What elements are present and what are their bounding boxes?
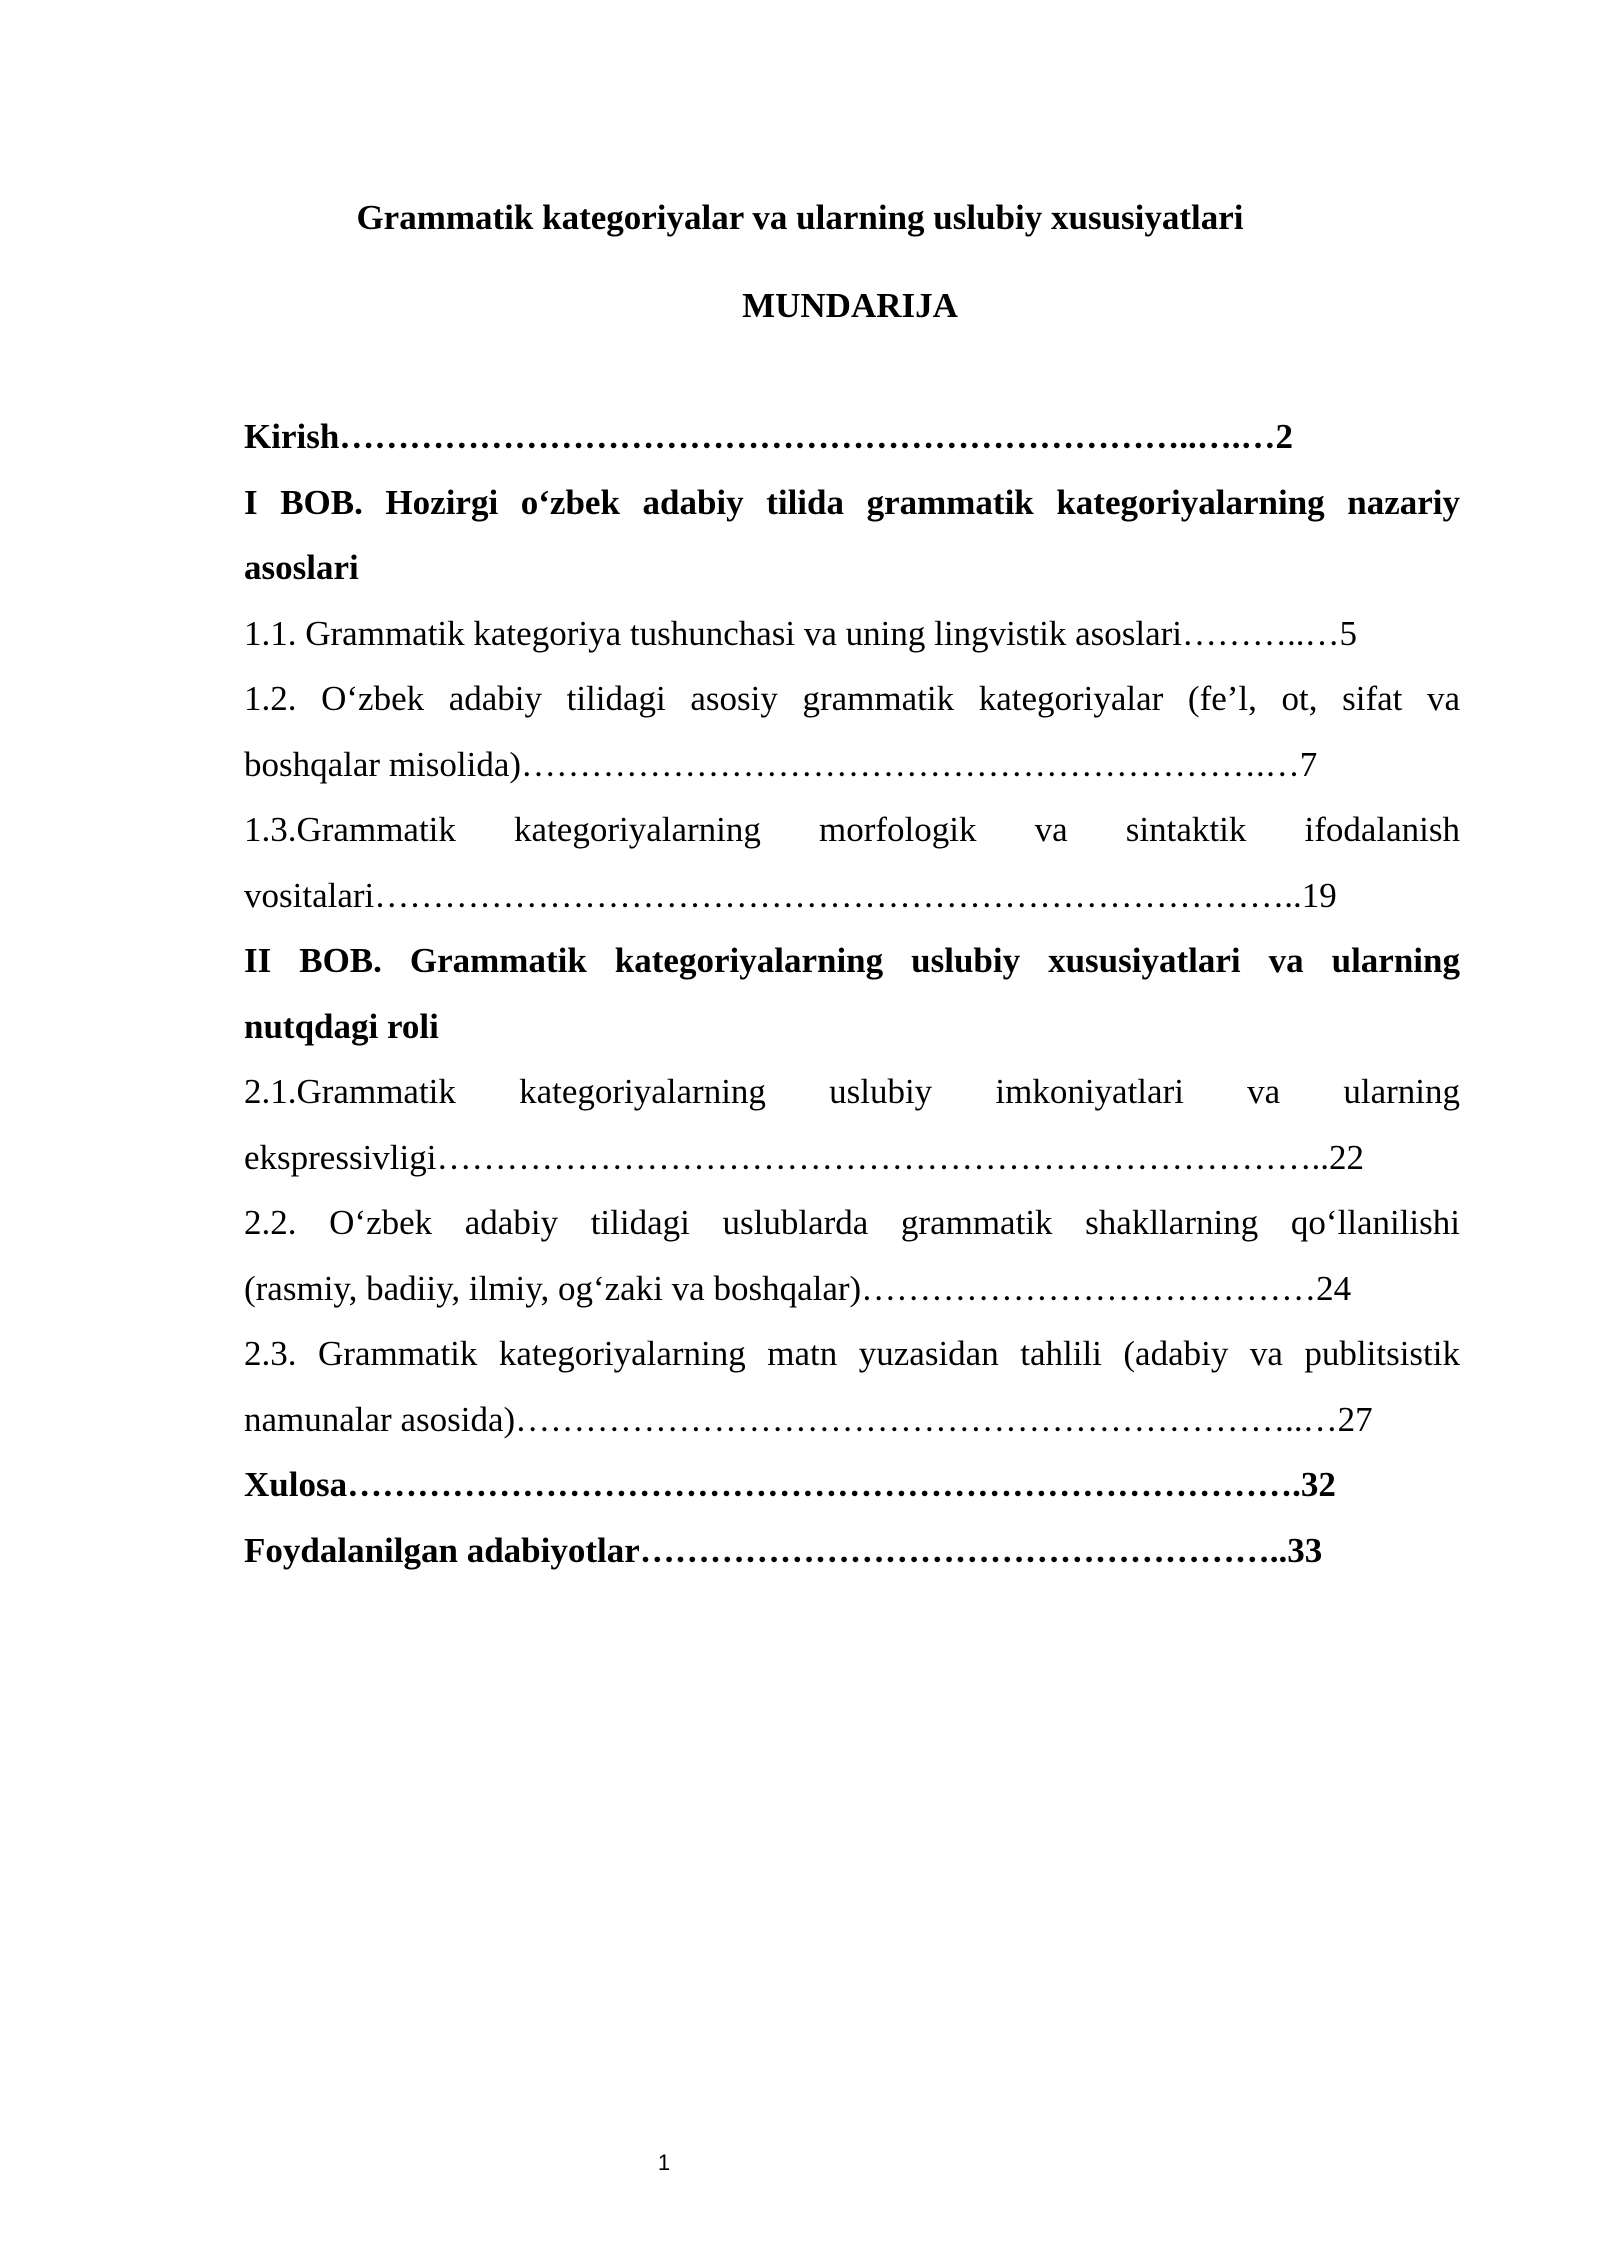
page-number: 1: [657, 2150, 671, 2175]
toc-entry-2-2-line-1: 2.2. O‘zbek adabiy tilidagi uslublarda grammatik shakllarning qo‘llanilishi: [244, 1203, 1460, 1242]
toc-entry-chapter-1-line-2: asoslari: [244, 548, 359, 587]
toc-entry-2-1-line-1: 2.1.Grammatik kategoriyalarning uslubiy imkoniyatlari va ularning: [244, 1072, 1460, 1111]
toc-entry-adabiyotlar: Foydalanilgan adabiyotlar………………………………………………..33: [244, 1530, 1323, 1570]
toc-entry-1-3-line-1: 1.3.Grammatik kategoriyalarning morfologik va sintaktik ifodalanish: [244, 810, 1460, 849]
toc-entry-2-1-line-2: ekspressivligi…………………………………………………………………..22: [244, 1137, 1364, 1177]
toc-entry-chapter-2-line-1: II BOB. Grammatik kategoriyalarning uslubiy xususiyatlari va ularning: [244, 941, 1460, 980]
toc-entry-chapter-2-line-2: nutqdagi roli: [244, 1006, 439, 1046]
toc-entry-xulosa: Xulosa……………………………………………………………………….32: [244, 1465, 1336, 1504]
toc-entry-2-3-line-1: 2.3. Grammatik kategoriyalarning matn yuzasidan tahlili (adabiy va publitsistik: [244, 1334, 1460, 1373]
toc-entry-1-1: 1.1. Grammatik kategoriya tushunchasi va uning lingvistik asoslari………..…5: [244, 613, 1358, 653]
document-title: Grammatik kategoriyalar va ularning uslubiy xususiyatlari: [356, 198, 1244, 237]
toc-entry-2-2-line-2: (rasmiy, badiiy, ilmiy, og‘zaki va boshqalar)…………………………………24: [244, 1268, 1352, 1308]
toc-entry-1-2-line-2: boshqalar misolida)……………………………………………………….…7: [244, 744, 1318, 784]
toc-heading: MUNDARIJA: [742, 286, 958, 325]
toc-entry-1-3-line-2: vositalari……………………………………………………………………..19: [244, 875, 1337, 915]
table-of-contents: [244, 404, 1460, 1583]
toc-entry-kirish: Kirish………………………………………………………………..….…2: [244, 417, 1294, 456]
toc-entry-2-3-line-2: namunalar asosida)…………………………………………………………..…27: [244, 1399, 1373, 1439]
toc-entry-chapter-1-line-1: I BOB. Hozirgi o‘zbek adabiy tilida grammatik kategoriyalarning nazariy: [244, 482, 1460, 522]
toc-entry-1-2-line-1: 1.2. O‘zbek adabiy tilidagi asosiy grammatik kategoriyalar (fe’l, ot, sifat va: [244, 679, 1460, 718]
